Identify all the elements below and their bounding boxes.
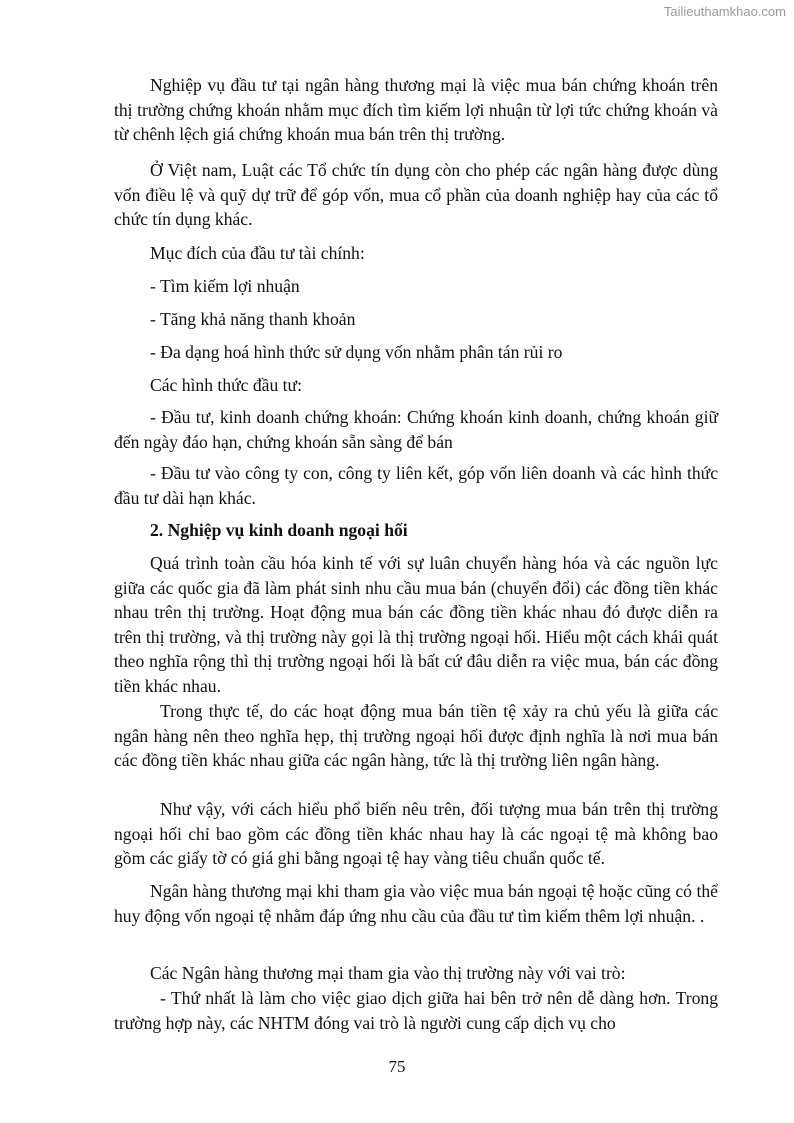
paragraph-interbank: Trong thực tế, do các hoạt động mua bán tiền tệ xảy ra chủ yếu là giữa các ngân hàng nên theo nghĩa hẹp, thị trường ngoại hối được định nghĩa là nơi mua bán các đồng tiền khác nhau giữa các ngân hàng, tức là thị trường liên ngân hàng. [114, 701, 718, 770]
paragraph-investment-definition: Nghiệp vụ đầu tư tại ngân hàng thương mại là việc mua bán chứng khoán trên thị trường chứng khoán nhằm mục đích tìm kiếm lợi nhuận từ lợi tức chứng khoán và từ chênh lệch giá chứng khoán mua bán trên thị trường. [114, 75, 718, 144]
paragraph-roles-heading: Các Ngân hàng thương mại tham gia vào thị trường này với vai trò: [150, 963, 626, 983]
paragraph-commercial-bank: Ngân hàng thương mại khi tham gia vào việc mua bán ngoại tệ hoặc cũng có thể huy động vốn ngoại tệ nhằm đáp ứng nhu cầu của đầu tư tìm kiếm thêm lợi nhuận. . [114, 881, 718, 926]
paragraph-forex-objects: Như vậy, với cách hiểu phổ biến nêu trên, đối tượng mua bán trên thị trường ngoại hối chỉ bao gồm các đồng tiền khác nhau hay là các ngoại tệ mà không bao gồm các giấy tờ có giá ghi bằng ngoại tệ hay vàng tiêu chuẩn quốc tế. [114, 799, 718, 868]
list-item-profit: - Tìm kiếm lợi nhuận [150, 276, 300, 296]
list-item-role-first: - Thứ nhất là làm cho việc giao dịch giữa hai bên trở nên dễ dàng hơn. Trong trường hợp này, các NHTM đóng vai trò là người cung cấp dịch vụ cho [114, 988, 718, 1033]
paragraph-forms-heading: Các hình thức đầu tư: [150, 375, 302, 395]
list-item-subsidiaries: - Đầu tư vào công ty con, công ty liên kết, góp vốn liên doanh và các hình thức đầu tư dài hạn khác. [114, 463, 718, 508]
list-item-diversify: - Đa dạng hoá hình thức sử dụng vốn nhằm phân tán rủi ro [150, 342, 563, 362]
paragraph-vietnam-law: Ở Việt nam, Luật các Tổ chức tín dụng còn cho phép các ngân hàng được dùng vốn điều lệ và quỹ dự trữ để góp vốn, mua cổ phần của doanh nghiệp hay của các tổ chức tín dụng khác. [114, 160, 718, 229]
page-number: 75 [388, 1057, 406, 1076]
paragraph-globalization: Quá trình toàn cầu hóa kinh tế với sự luân chuyển hàng hóa và các nguồn lực giữa các quốc gia đã làm phát sinh nhu cầu mua bán (chuyển đổi) các đồng tiền khác nhau trên thị trường. Hoạt động mua bán các đồng tiền khác nhau đó được diễn ra trên thị trường, và thị trường này gọi là thị trường ngoại hối. Hiểu một cách khái quát theo nghĩa rộng thì thị trường ngoại hối là bất cứ đâu diễn ra việc mua, bán các đồng tiền khác nhau. [114, 553, 718, 696]
section-heading-forex: 2. Nghiệp vụ kinh doanh ngoại hối [150, 520, 408, 540]
watermark: Tailieuthamkhao.com [663, 4, 786, 19]
list-item-securities: - Đầu tư, kinh doanh chứng khoán: Chứng khoán kinh doanh, chứng khoán giữ đến ngày đáo hạn, chứng khoán sẵn sàng để bán [114, 407, 718, 452]
list-item-liquidity: - Tăng khả năng thanh khoản [150, 309, 356, 329]
paragraph-purpose-heading: Mục đích của đầu tư tài chính: [150, 243, 365, 263]
